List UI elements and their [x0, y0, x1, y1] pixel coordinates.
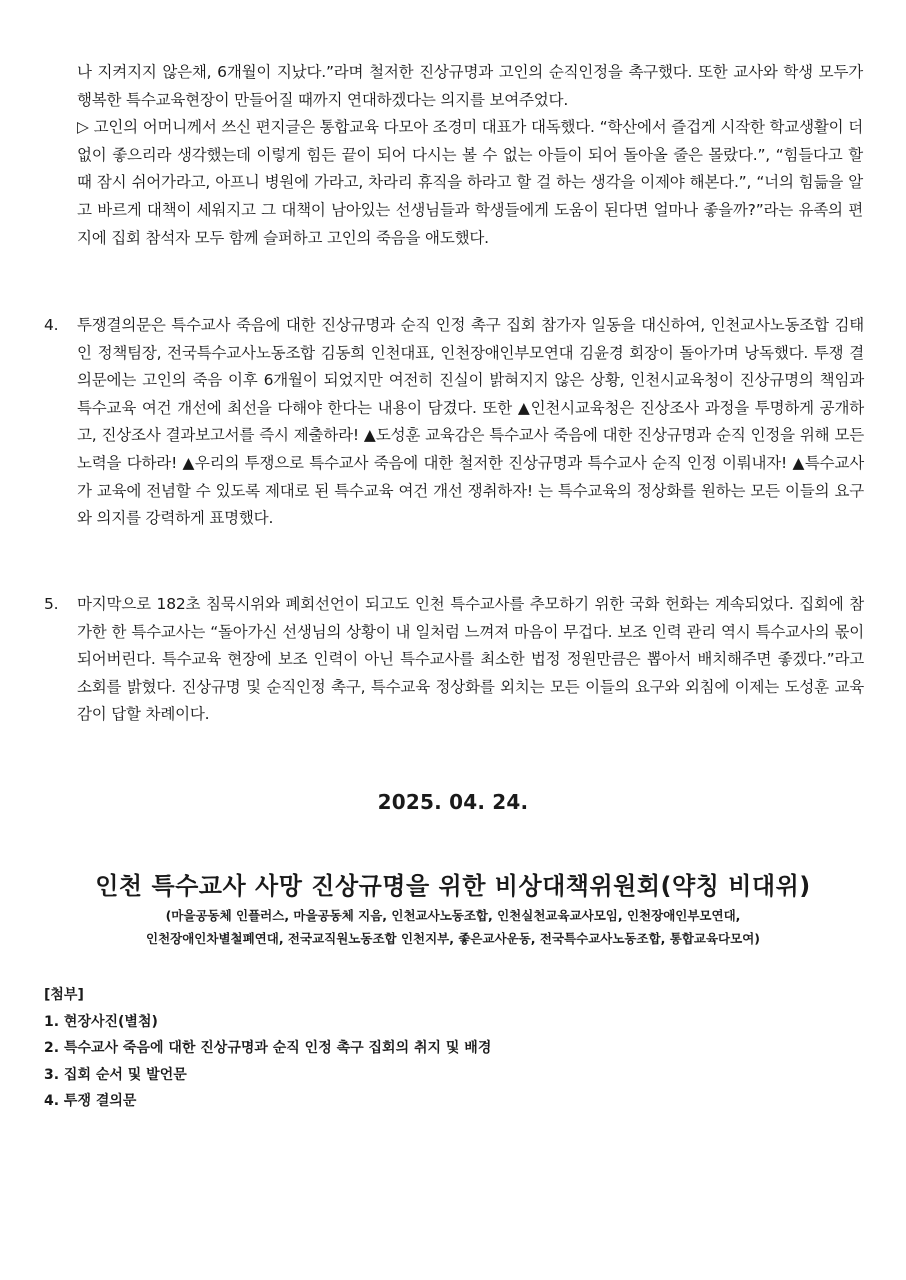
item-number: 4. — [44, 316, 59, 334]
attachment-item: 4. 투쟁 결의문 — [44, 1093, 137, 1109]
numbered-item-5 — [44, 591, 864, 729]
attachments-header: [첨부] — [44, 987, 84, 1003]
member-organizations — [30, 904, 876, 950]
attachment-item: 2. 특수교사 죽음에 대한 진상규명과 순직 인정 촉구 집회의 취지 및 배경 — [44, 1040, 492, 1056]
numbered-item-4 — [44, 312, 864, 533]
item-text: 투쟁결의문은 특수교사 죽음에 대한 진상규명과 순직 인정 촉구 집회 참가자 일동을 대신하여, 인천교사노동조합 김태인 정책팀장, 전국특수교사노동조합 김동희 인천대표, 인천장애인부모연대 김윤경 회장이 돌아가며 낭독했다. 투쟁 결의문에는 고인의 죽음 이후 6개월이 되었지만 여전히 진실이 밝혀지지 않은 상황, 인천시교육청이 진상규명의 책임과 특수교육 여건 개선에 최선을 다해야 한다는 내용이 담겼다. 또한 ▲인천시교육청은 진상조사 과정을 투명하게 공개하고, 진상조사 결과보고서를 즉시 제출하라! ▲도성훈 교육감은 특수교사 죽음에 대한 진상규명과 순직 인정을 위해 모든 노력을 다하라! ▲우리의 투쟁으로 특수교사 죽음에 대한 철저한 진상규명과 특수교사 순직 인정 이뤄내자! ▲특수교사가 교육에 전념할 수 있도록 제대로 된 특수교육 여건 개선 쟁취하자! 는 특수교육의 정상화를 원하는 모든 이들의 요구와 의지를 강력하게 표명했다. — [77, 316, 864, 528]
attachment-item: 3. 집회 순서 및 발언문 — [44, 1066, 187, 1083]
member-line-2: 인천장애인차별철폐연대, 전국교직원노동조합 인천지부, 좋은교사운동, 전국특수교사노동조합, 통합교육다모여) — [146, 931, 760, 946]
organization-name: 인천 특수교사 사망 진상규명을 위한 비상대책위원회(약칭 비대위) — [95, 872, 811, 900]
attachments-section — [44, 982, 491, 1115]
release-date: 2025. 04. 24. — [377, 790, 529, 814]
continued-section — [77, 59, 863, 252]
mother-letter-paragraph: ▷ 고인의 어머니께서 쓰신 편지글은 통합교육 다모아 조경미 대표가 대독했다. “학산에서 즐겁게 시작한 학교생활이 더없이 좋으리라 생각했는데 이렇게 힘든 끝이 되어 다시는 볼 수 없는 아들이 되어 돌아올 줄은 몰랐다.”, “힘들다고 할 때 잠시 쉬어가라고, 아프니 병원에 가라고, 차라리 휴직을 하라고 할 걸 하는 생각을 이제야 해본다.”, “너의 힘듦을 알고 바르게 대책이 세워지고 그 대책이 남아있는 선생님들과 학생들에게 도움이 된다면 얼마나 좋을까?”라는 유족의 편지에 집회 참석자 모두 함께 슬퍼하고 고인의 죽음을 애도했다. — [77, 118, 863, 247]
attachments-list — [44, 1009, 491, 1115]
member-line-1: (마을공동체 인플러스, 마을공동체 지음, 인천교사노동조합, 인천실천교육교사모임, 인천장애인부모연대, — [165, 908, 741, 923]
item-number: 5. — [44, 595, 59, 613]
item-text: 마지막으로 182초 침묵시위와 폐회선언이 되고도 인천 특수교사를 추모하기 위한 국화 헌화는 계속되었다. 집회에 참가한 한 특수교사는 “돌아가신 선생님의 상황이 내 일처럼 느껴져 마음이 무겁다. 보조 인력 관리 역시 특수교사의 몫이 되어버린다. 특수교육 현장에 보조 인력이 아닌 특수교사를 최소한 법정 정원만큼은 뽑아서 배치해주면 좋겠다.”라고 소회를 밝혔다. 진상규명 및 순직인정 촉구, 특수교육 정상화를 외치는 모든 이들의 요구와 외침에 이제는 도성훈 교육감이 답할 차례이다. — [77, 595, 864, 724]
continued-paragraph: 나 지켜지지 않은채, 6개월이 지났다.”라며 철저한 진상규명과 고인의 순직인정을 촉구했다. 또한 교사와 학생 모두가 행복한 특수교육현장이 만들어질 때까지 연대하겠다는 의지를 보여주었다. — [77, 63, 863, 109]
attachment-item: 1. 현장사진(별첨) — [44, 1013, 158, 1030]
